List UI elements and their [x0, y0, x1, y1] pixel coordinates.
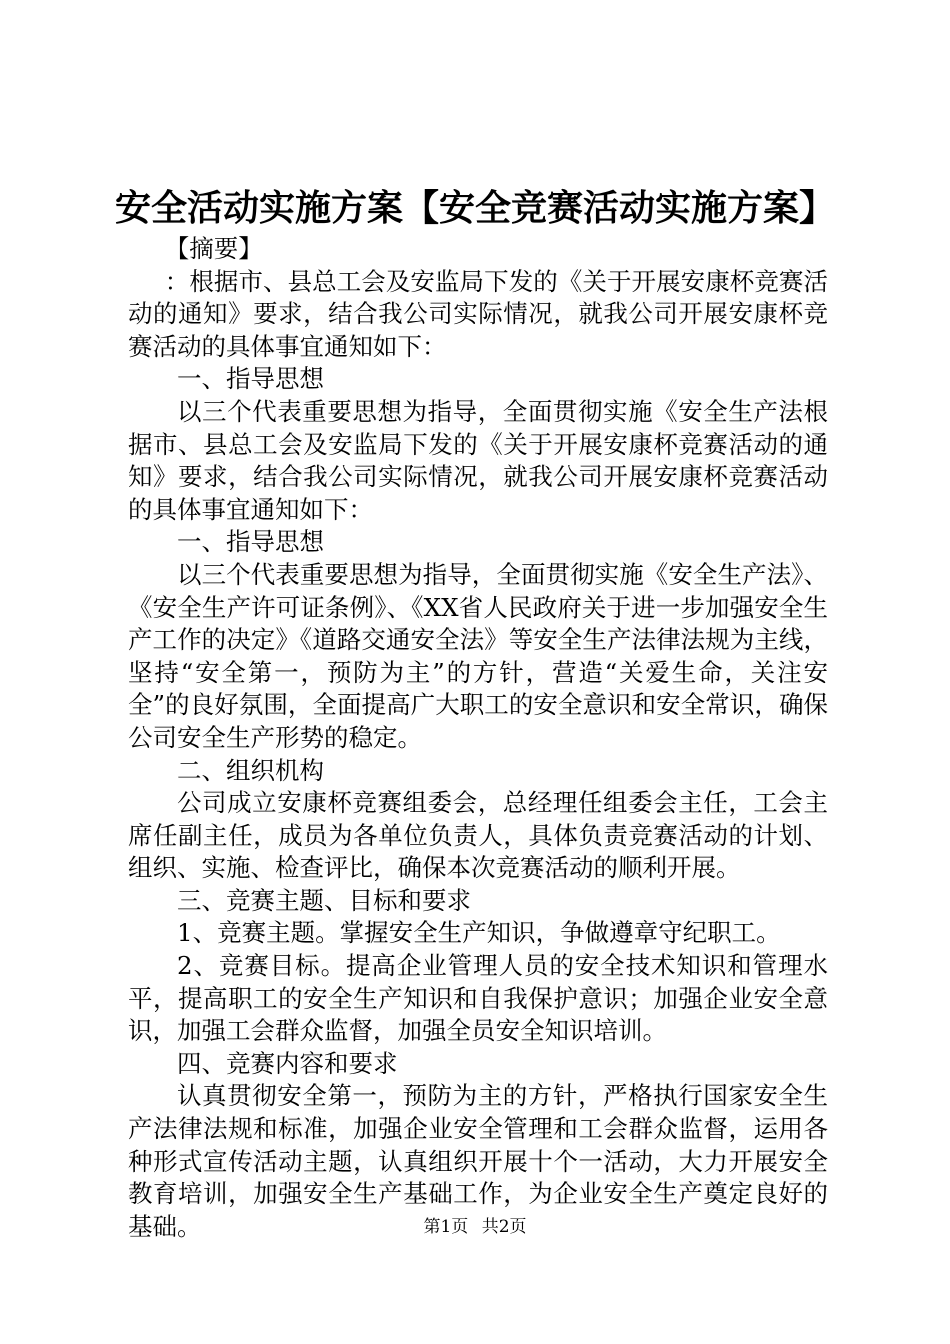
page-footer — [0, 1215, 950, 1239]
section-heading-competition-theme: 三、竞赛主题、目标和要求 — [177, 885, 471, 915]
page-number-total: 共2页 — [481, 1217, 527, 1237]
document-body — [128, 233, 828, 1243]
body-paragraph: 以三个代表重要思想为指导，全面贯彻实施《安全生产法》、《安全生产许可证条例》、《XX省人民政府关于进一步加强安全生产工作的决定》《道路交通安全法》等安全生产法律法规为主线，坚持“安全第一，预防为主”的方针，营造“关爱生命，关注安全”的良好氛围，全面提高广大职工的安全意识和安全常识，确保公司安全生产形势的稳定。 — [128, 559, 828, 752]
body-paragraph: 公司成立安康杯竞赛组委会，总经理任组委会主任，工会主席任副主任，成员为各单位负责人，具体负责竞赛活动的计划、组织、实施、检查评比，确保本次竞赛活动的顺利开展。 — [128, 788, 828, 883]
section-heading-competition-content: 四、竞赛内容和要求 — [177, 1048, 398, 1078]
body-paragraph: 以三个代表重要思想为指导，全面贯彻实施《安全生产法根据市、县总工会及安监局下发的《关于开展安康杯竞赛活动的通知》要求，结合我公司实际情况，就我公司开展安康杯竞赛活动的具体事宜通知如下： — [128, 396, 828, 524]
section-heading-organization: 二、组织机构 — [177, 755, 324, 785]
section-heading-guiding-thought-repeat: 一、指导思想 — [177, 527, 324, 557]
body-paragraph: 认真贯彻安全第一，预防为主的方针，严格执行国家安全生产法律法规和标准，加强企业安全管理和工会群众监督，运用各种形式宣传活动主题，认真组织开展十个一活动，大力开展安全教育培训，加强安全生产基础工作，为企业安全生产奠定良好的基础。 — [128, 1081, 828, 1241]
section-heading-guiding-thought: 一、指导思想 — [177, 364, 324, 394]
document-title: 安全活动实施方案【安全竞赛活动实施方案】 — [114, 188, 835, 229]
list-item-theme: 1、竞赛主题。掌握安全生产知识，争做遵章守纪职工。 — [177, 918, 781, 948]
list-item-goal: 2、竞赛目标。提高企业管理人员的安全技术知识和管理水平，提高职工的安全生产知识和自我保护意识；加强企业安全意识，加强工会群众监督，加强全员安全知识培训。 — [128, 951, 828, 1046]
abstract-label: 【摘要】 — [164, 234, 263, 263]
abstract-paragraph: ：根据市、县总工会及安监局下发的《关于开展安康杯竞赛活动的通知》要求，结合我公司实际情况，就我公司开展安康杯竞赛活动的具体事宜通知如下： — [128, 266, 828, 361]
page-number-current: 第1页 — [423, 1217, 469, 1237]
